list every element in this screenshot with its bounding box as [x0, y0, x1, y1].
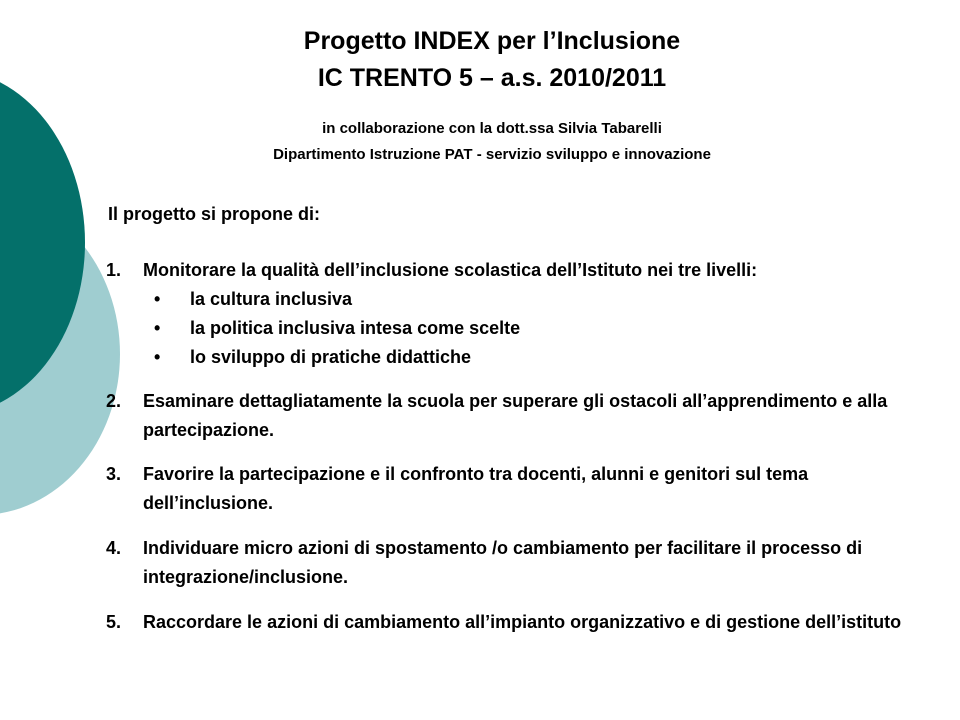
bullet-icon: • — [154, 289, 161, 309]
sub-bullet-text: la politica inclusiva intesa come scelte — [190, 318, 521, 338]
list-item-text: Individuare micro azioni di spostamento /o cambiamento per facilitare il processo di integrazione/inclusione. — [143, 538, 863, 587]
list-item-number: 1. — [106, 260, 122, 280]
list-item-number: 2. — [106, 391, 122, 411]
list-item-text: Esaminare dettagliatamente la scuola per superare gli ostacoli all’apprendimento e alla partecipazione. — [143, 391, 888, 440]
list-item-number: 3. — [106, 464, 122, 484]
list-item-number: 5. — [106, 612, 122, 632]
list-item-text: Favorire la partecipazione e il confronto tra docenti, alunni e genitori sul tema dell’inclusione. — [143, 464, 809, 513]
slide-title-line-2: IC TRENTO 5 – a.s. 2010/2011 — [317, 64, 667, 92]
intro-text: Il progetto si propone di: — [108, 204, 320, 224]
list-item-text: Monitorare la qualità dell’inclusione scolastica dell’Istituto nei tre livelli: — [143, 260, 758, 280]
subtitle-collaboration: in collaborazione con la dott.ssa Silvia Tabarelli — [322, 120, 662, 137]
sub-bullet-item — [106, 285, 926, 314]
list-item-4 — [106, 534, 926, 592]
sub-bullet-text: lo sviluppo di pratiche didattiche — [190, 347, 472, 367]
sub-bullet-item — [106, 314, 926, 343]
bullet-icon: • — [154, 347, 161, 367]
list-item-text: Raccordare le azioni di cambiamento all’impianto organizzativo e di gestione dell’istituto — [143, 612, 902, 632]
list-item-number: 4. — [106, 538, 122, 558]
bullet-icon: • — [154, 318, 161, 338]
sub-bullet-item — [106, 343, 926, 372]
sub-bullet-text: la cultura inclusiva — [190, 289, 353, 309]
list-item-2 — [106, 387, 926, 445]
sub-bullet-list — [106, 285, 926, 372]
slide-title-line-1: Progetto INDEX per l’Inclusione — [303, 27, 681, 55]
list-item-3 — [106, 460, 926, 518]
list-item-1 — [106, 256, 926, 372]
list-item-5 — [106, 608, 926, 637]
subtitle-department: Dipartimento Istruzione PAT - servizio sviluppo e innovazione — [273, 146, 711, 163]
